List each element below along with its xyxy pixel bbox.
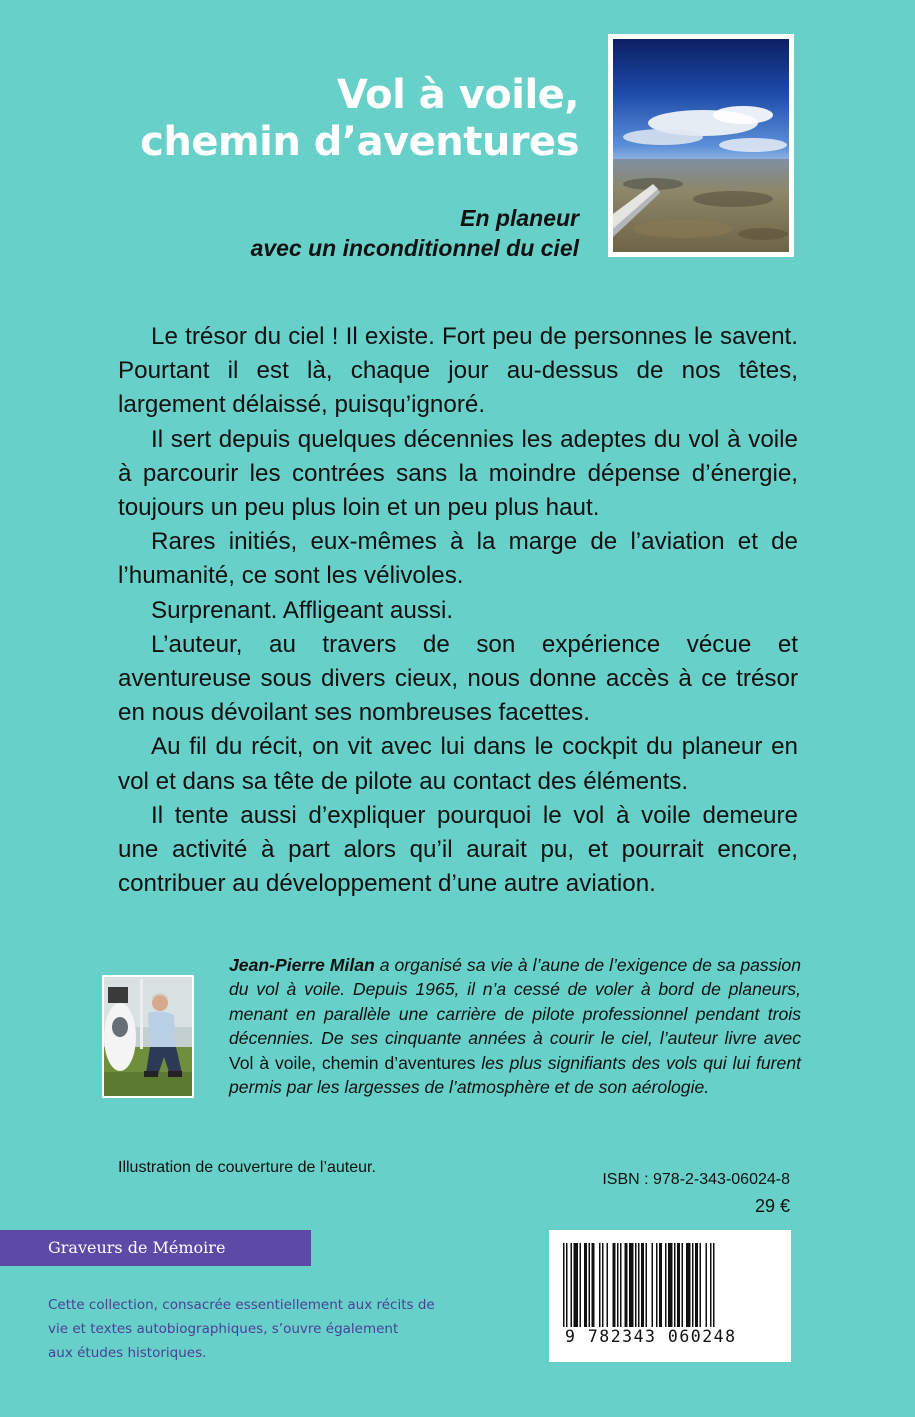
barcode-bar bbox=[713, 1243, 715, 1327]
barcode-bar bbox=[613, 1243, 616, 1327]
cover-illustration-credit: Illustration de couverture de l’auteur. bbox=[118, 1159, 376, 1176]
barcode-bar bbox=[617, 1243, 619, 1327]
barcode-bar bbox=[659, 1243, 662, 1327]
barcode-bar bbox=[686, 1243, 691, 1327]
barcode-bar bbox=[571, 1243, 573, 1327]
barcode-bar bbox=[602, 1243, 604, 1327]
barcode-bar bbox=[638, 1243, 640, 1327]
book-subtitle-line-2: avec un inconditionnel du ciel bbox=[250, 235, 579, 261]
barcode-bar bbox=[592, 1243, 595, 1327]
barcode-bar bbox=[695, 1243, 698, 1327]
barcode-bar bbox=[625, 1243, 628, 1327]
collection-description bbox=[48, 1293, 468, 1365]
barcode-bar bbox=[620, 1243, 622, 1327]
author-bio-text-end: les plus signifiants des vols qui lui furent permis par les largesses de l’atmosphère et de son aérologie. bbox=[229, 1052, 801, 1098]
barcode-bar bbox=[599, 1243, 601, 1327]
blurb-paragraph: Il tente aussi d’expliquer pourquoi le vol à voile demeure une activité à part alors qu’il aurait pu, et pourrait encore, contribuer au développement d’une autre aviation. bbox=[118, 801, 798, 898]
barcode-bar bbox=[706, 1243, 708, 1327]
book-subtitle bbox=[59, 203, 579, 263]
isbn: ISBN : 978-2-343-06024-8 bbox=[602, 1171, 790, 1188]
blurb-paragraph: Au fil du récit, on vit avec lui dans le cockpit du planeur en vol et dans sa tête de pilote au contact des éléments. bbox=[118, 733, 798, 795]
blurb-paragraph: Le trésor du ciel ! Il existe. Fort peu de personnes le savent. Pourtant il est là, chaque jour au-dessus de nos têtes, largement délaissé, puisqu’ignoré. bbox=[118, 323, 798, 419]
blurb-paragraph: Surprenant. Affligeant aussi. bbox=[151, 596, 454, 624]
barcode-bar bbox=[641, 1243, 644, 1327]
barcode-bar bbox=[682, 1243, 684, 1327]
barcode-bar bbox=[646, 1243, 648, 1327]
barcode-bar bbox=[692, 1243, 694, 1327]
barcode-bars bbox=[563, 1243, 777, 1327]
author-bio-book-title: Vol à voile, chemin d’aventures bbox=[229, 1052, 476, 1073]
barcode-bar bbox=[700, 1243, 702, 1327]
blurb-paragraph: Il sert depuis quelques décennies les adeptes du vol à voile à parcourir les contrées sans la moindre dépense d’énergie, toujours un peu plus loin et un peu plus haut. bbox=[118, 425, 798, 522]
barcode-bar bbox=[677, 1243, 680, 1327]
barcode-bar bbox=[710, 1243, 712, 1327]
author-photo bbox=[102, 975, 194, 1098]
barcode-bar bbox=[674, 1243, 676, 1327]
barcode-bar bbox=[665, 1243, 667, 1327]
barcode-bar bbox=[574, 1243, 579, 1327]
book-title-line-1: Vol à voile, bbox=[336, 72, 579, 118]
sky-photo bbox=[608, 34, 794, 257]
book-subtitle-line-1: En planeur bbox=[460, 205, 579, 231]
collection-name: Graveurs de Mémoire bbox=[0, 1230, 311, 1266]
price: 29 € bbox=[754, 1196, 790, 1216]
collection-description-line: aux études historiques. bbox=[48, 1345, 207, 1361]
blurb-paragraph: Rares initiés, eux-mêmes à la marge de l’aviation et de l’humanité, ce sont les vélivoles. bbox=[118, 528, 798, 590]
barcode-bar bbox=[652, 1243, 654, 1327]
sky-photo-illustration bbox=[613, 39, 789, 252]
back-cover-blurb bbox=[118, 320, 798, 901]
barcode-bar bbox=[629, 1243, 634, 1327]
collection-description-line: vie et textes autobiographiques, s’ouvre également bbox=[48, 1321, 399, 1337]
barcode-digits: 9 782343 060248 bbox=[565, 1327, 737, 1346]
book-title-line-2: chemin d’aventures bbox=[140, 119, 579, 165]
barcode-bar bbox=[589, 1243, 591, 1327]
barcode-bar bbox=[566, 1243, 568, 1327]
barcode-bar bbox=[668, 1243, 673, 1327]
blurb-paragraph: L’auteur, au travers de son expérience vécue et aventureuse sous divers cieux, nous donne accès à ce trésor en nous dévoilant ses nombreuses facettes. bbox=[118, 630, 798, 727]
barcode-bar bbox=[607, 1243, 609, 1327]
author-bio bbox=[229, 953, 801, 1099]
barcode-bar bbox=[635, 1243, 637, 1327]
barcode-bar bbox=[563, 1243, 565, 1327]
barcode-bar bbox=[584, 1243, 587, 1327]
author-photo-illustration bbox=[104, 977, 192, 1096]
author-name: Jean-Pierre Milan bbox=[229, 955, 375, 975]
barcode-bar bbox=[656, 1243, 658, 1327]
barcode-bar bbox=[580, 1243, 582, 1327]
collection-description-line: Cette collection, consacrée essentiellement aux récits de bbox=[48, 1297, 435, 1313]
book-title bbox=[59, 72, 579, 166]
author-bio-text: a organisé sa vie à l’aune de l’exigence de sa passion du vol à voile. Depuis 1965, il n’a cessé de voler à bord de planeurs, menant en parallèle une carrière de pilote professionnel pendant trois décennies. De ses cinquante années à courir le ciel, l’auteur livre avec bbox=[229, 955, 802, 1049]
barcode bbox=[549, 1230, 791, 1362]
